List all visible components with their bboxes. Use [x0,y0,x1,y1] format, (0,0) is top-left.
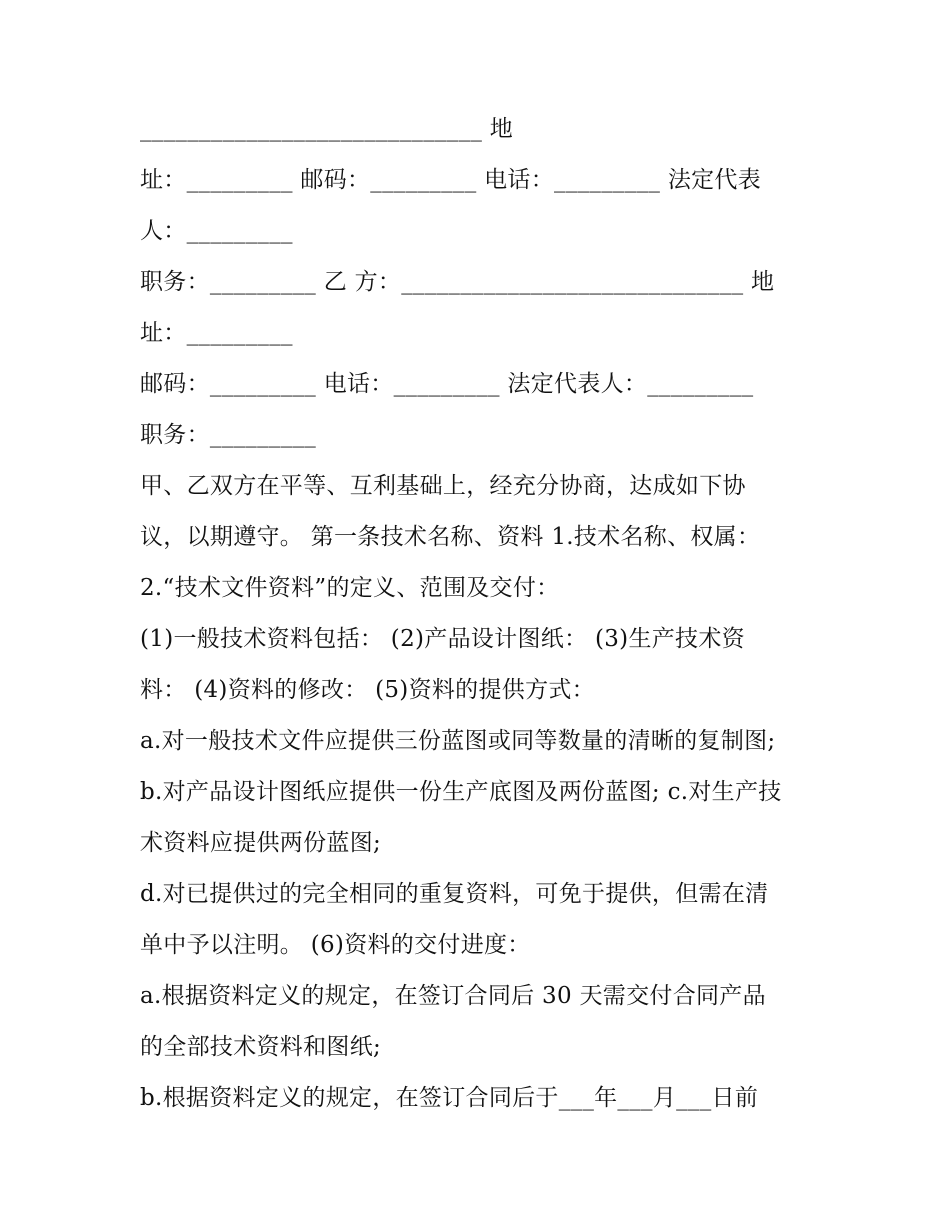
text-line: _____________________________ 地 [140,116,514,142]
text-line: 单中予以注明。 (6)资料的交付进度： [140,932,531,958]
text-line: 甲、乙双方在平等、互利基础上，经充分协商，达成如下协 [140,473,746,499]
text-line: 议，以期遵守。 第一条技术名称、资料 1.技术名称、权属： [140,524,761,550]
text-line: a.对一般技术文件应提供三份蓝图或同等数量的清晰的复制图; [140,728,776,754]
text-line: a.根据资料定义的规定，在签订合同后 30 天需交付合同产品 [140,983,766,1009]
text-line: d.对已提供过的完全相同的重复资料，可免于提供，但需在清 [140,881,769,907]
text-line: 址：_________ 邮码：_________ 电话：_________ 法定代表 [140,167,762,193]
text-line: 职务：_________ 乙 方：_____________________________ 地 [140,269,775,295]
text-line: 址：_________ [140,320,293,346]
text-line: (1)一般技术资料包括： (2)产品设计图纸： (3)生产技术资 [140,626,745,652]
text-line: 2.“技术文件资料”的定义、范围及交付： [140,575,560,601]
text-line: 职务：_________ [140,422,317,448]
text-line: b.根据资料定义的规定，在签订合同后于___年___月___日前 [140,1085,759,1111]
text-line: 料： (4)资料的修改： (5)资料的提供方式： [140,677,595,703]
text-line: 的全部技术资料和图纸; [140,1034,382,1060]
text-line: 人：_________ [140,218,293,244]
text-line: 邮码：_________ 电话：_________ 法定代表人：_________ [140,371,754,397]
text-line: 术资料应提供两份蓝图; [140,830,382,856]
text-line: b.对产品设计图纸应提供一份生产底图及两份蓝图; c.对生产技 [140,779,782,805]
